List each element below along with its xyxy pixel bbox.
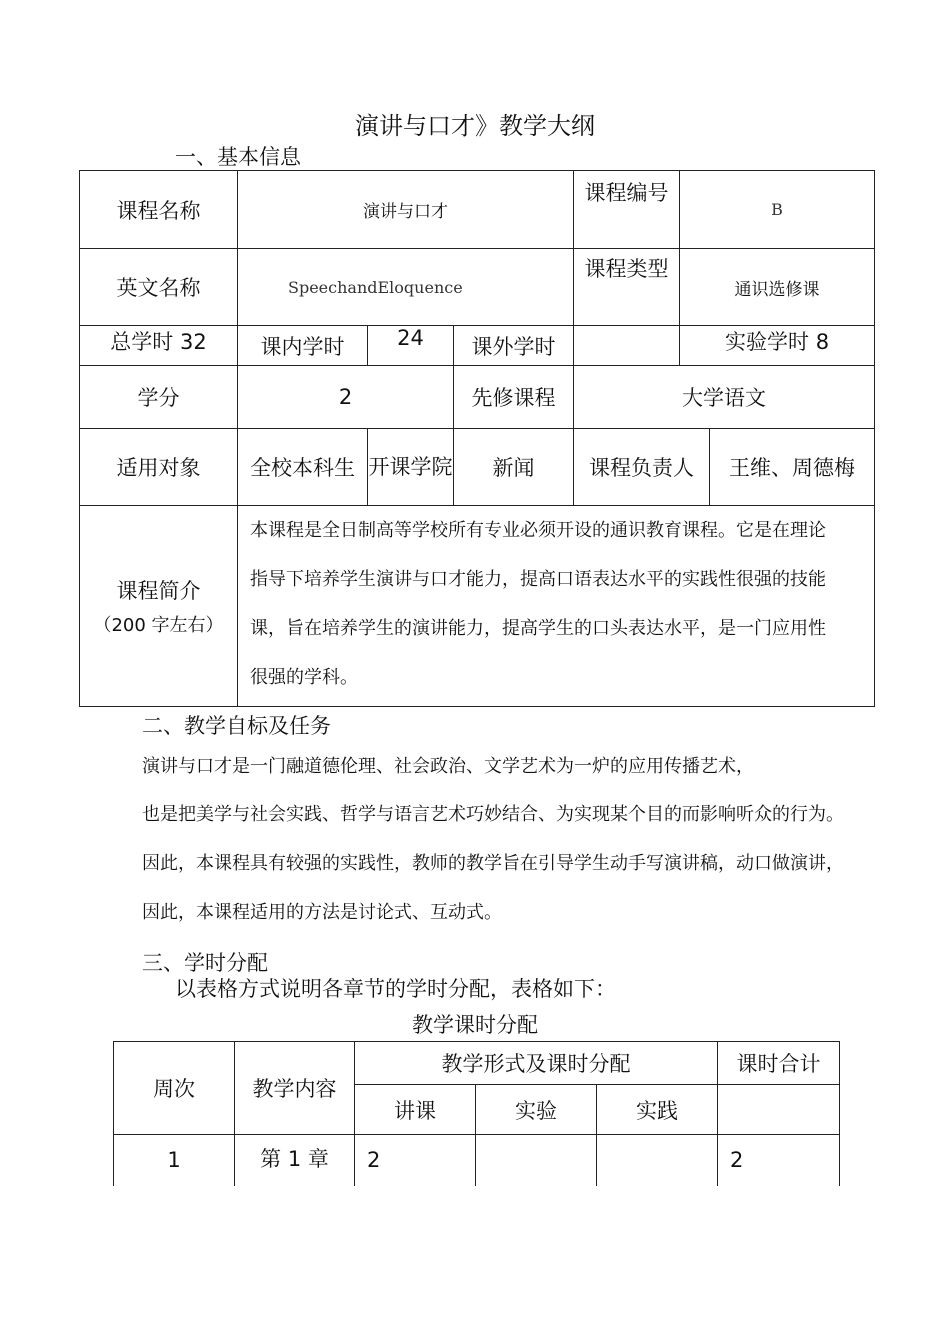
row-lecture: 2: [355, 1135, 476, 1186]
english-name-value: SpeechandEloquence: [238, 249, 574, 326]
hours-table-title: 教学课时分配: [412, 1013, 538, 1037]
credit-value: 2: [238, 366, 454, 429]
course-type-label: 课程类型: [574, 249, 680, 326]
intro-line: 很强的学科。: [250, 667, 358, 688]
header-content: 教学内容: [235, 1042, 355, 1135]
hours-allocation-table: [113, 1041, 840, 1186]
in-class-hours-label: 课内学时: [238, 326, 368, 366]
course-intro-note: （200 字左右）: [93, 615, 224, 636]
out-class-hours-value: [574, 326, 680, 366]
course-type-value: 通识选修课: [680, 249, 875, 326]
intro-line: 课，旨在培养学生的演讲能力，提高学生的口头表达水平，是一门应用性: [250, 618, 826, 639]
course-code-label: 课程编号: [574, 171, 680, 249]
college-value: 新闻: [454, 429, 574, 506]
header-lab: 实验: [476, 1085, 597, 1135]
course-name-value: 演讲与口才: [238, 171, 574, 249]
lab-hours: 实验学时 8: [680, 326, 875, 366]
header-teaching-form: 教学形式及课时分配: [355, 1042, 718, 1085]
english-name-label: 英文名称: [80, 249, 238, 326]
header-practice: 实践: [597, 1085, 718, 1135]
goals-paragraph-line: 演讲与口才是一门融道德伦理、社会政治、文学艺术为一炉的应用传播艺术，: [142, 756, 754, 777]
table-row: [114, 1135, 840, 1186]
header-total-empty: [718, 1085, 840, 1135]
prereq-label: 先修课程: [454, 366, 574, 429]
header-lecture: 讲课: [355, 1085, 476, 1135]
college-label: 开课学院: [368, 429, 454, 506]
intro-line: 本课程是全日制高等学校所有专业必须开设的通识教育课程。它是在理论: [250, 520, 826, 541]
goals-paragraph-line: 因此，本课程适用的方法是讨论式、互动式。: [142, 902, 502, 923]
section-basic-info-heading: 一、基本信息: [175, 145, 301, 169]
goals-paragraph-line: 因此，本课程具有较强的实践性，教师的教学旨在引导学生动手写演讲稿，动口做演讲，: [142, 853, 844, 874]
credit-label: 学分: [80, 366, 238, 429]
course-name-label: 课程名称: [80, 171, 238, 249]
header-week: 周次: [114, 1042, 235, 1135]
course-intro-label: 课程简介: [116, 579, 201, 603]
goals-paragraph-line: 也是把美学与社会实践、哲学与语言艺术巧妙结合、为实现某个目的而影响听众的行为。: [142, 804, 844, 825]
row-content: 第 1 章: [235, 1135, 355, 1186]
course-intro-text: [238, 506, 875, 707]
prereq-value: 大学语文: [574, 366, 875, 429]
header-total-hours: 课时合计: [718, 1042, 840, 1085]
in-class-hours-value: 24: [368, 326, 454, 366]
audience-value: 全校本科生: [238, 429, 368, 506]
course-intro-label-cell: [80, 506, 238, 707]
total-hours: 总学时 32: [80, 326, 238, 366]
hours-intro-text: 以表格方式说明各章节的学时分配，表格如下：: [175, 977, 616, 1001]
course-leader-label: 课程负责人: [574, 429, 710, 506]
document-title: 演讲与口才》教学大纲: [355, 112, 595, 140]
section-hours-heading: 三、学时分配: [142, 951, 268, 975]
row-week: 1: [114, 1135, 235, 1186]
row-lab: [476, 1135, 597, 1186]
intro-line: 指导下培养学生演讲与口才能力，提高口语表达水平的实践性很强的技能: [250, 569, 826, 590]
row-practice: [597, 1135, 718, 1186]
section-goals-heading: 二、教学自标及任务: [142, 714, 331, 738]
basic-info-table: [79, 170, 875, 707]
course-leader-value: 王维、周德梅: [710, 429, 875, 506]
course-code-value: B: [680, 171, 875, 249]
audience-label: 适用对象: [80, 429, 238, 506]
row-total: 2: [718, 1135, 840, 1186]
out-class-hours-label: 课外学时: [454, 326, 574, 366]
